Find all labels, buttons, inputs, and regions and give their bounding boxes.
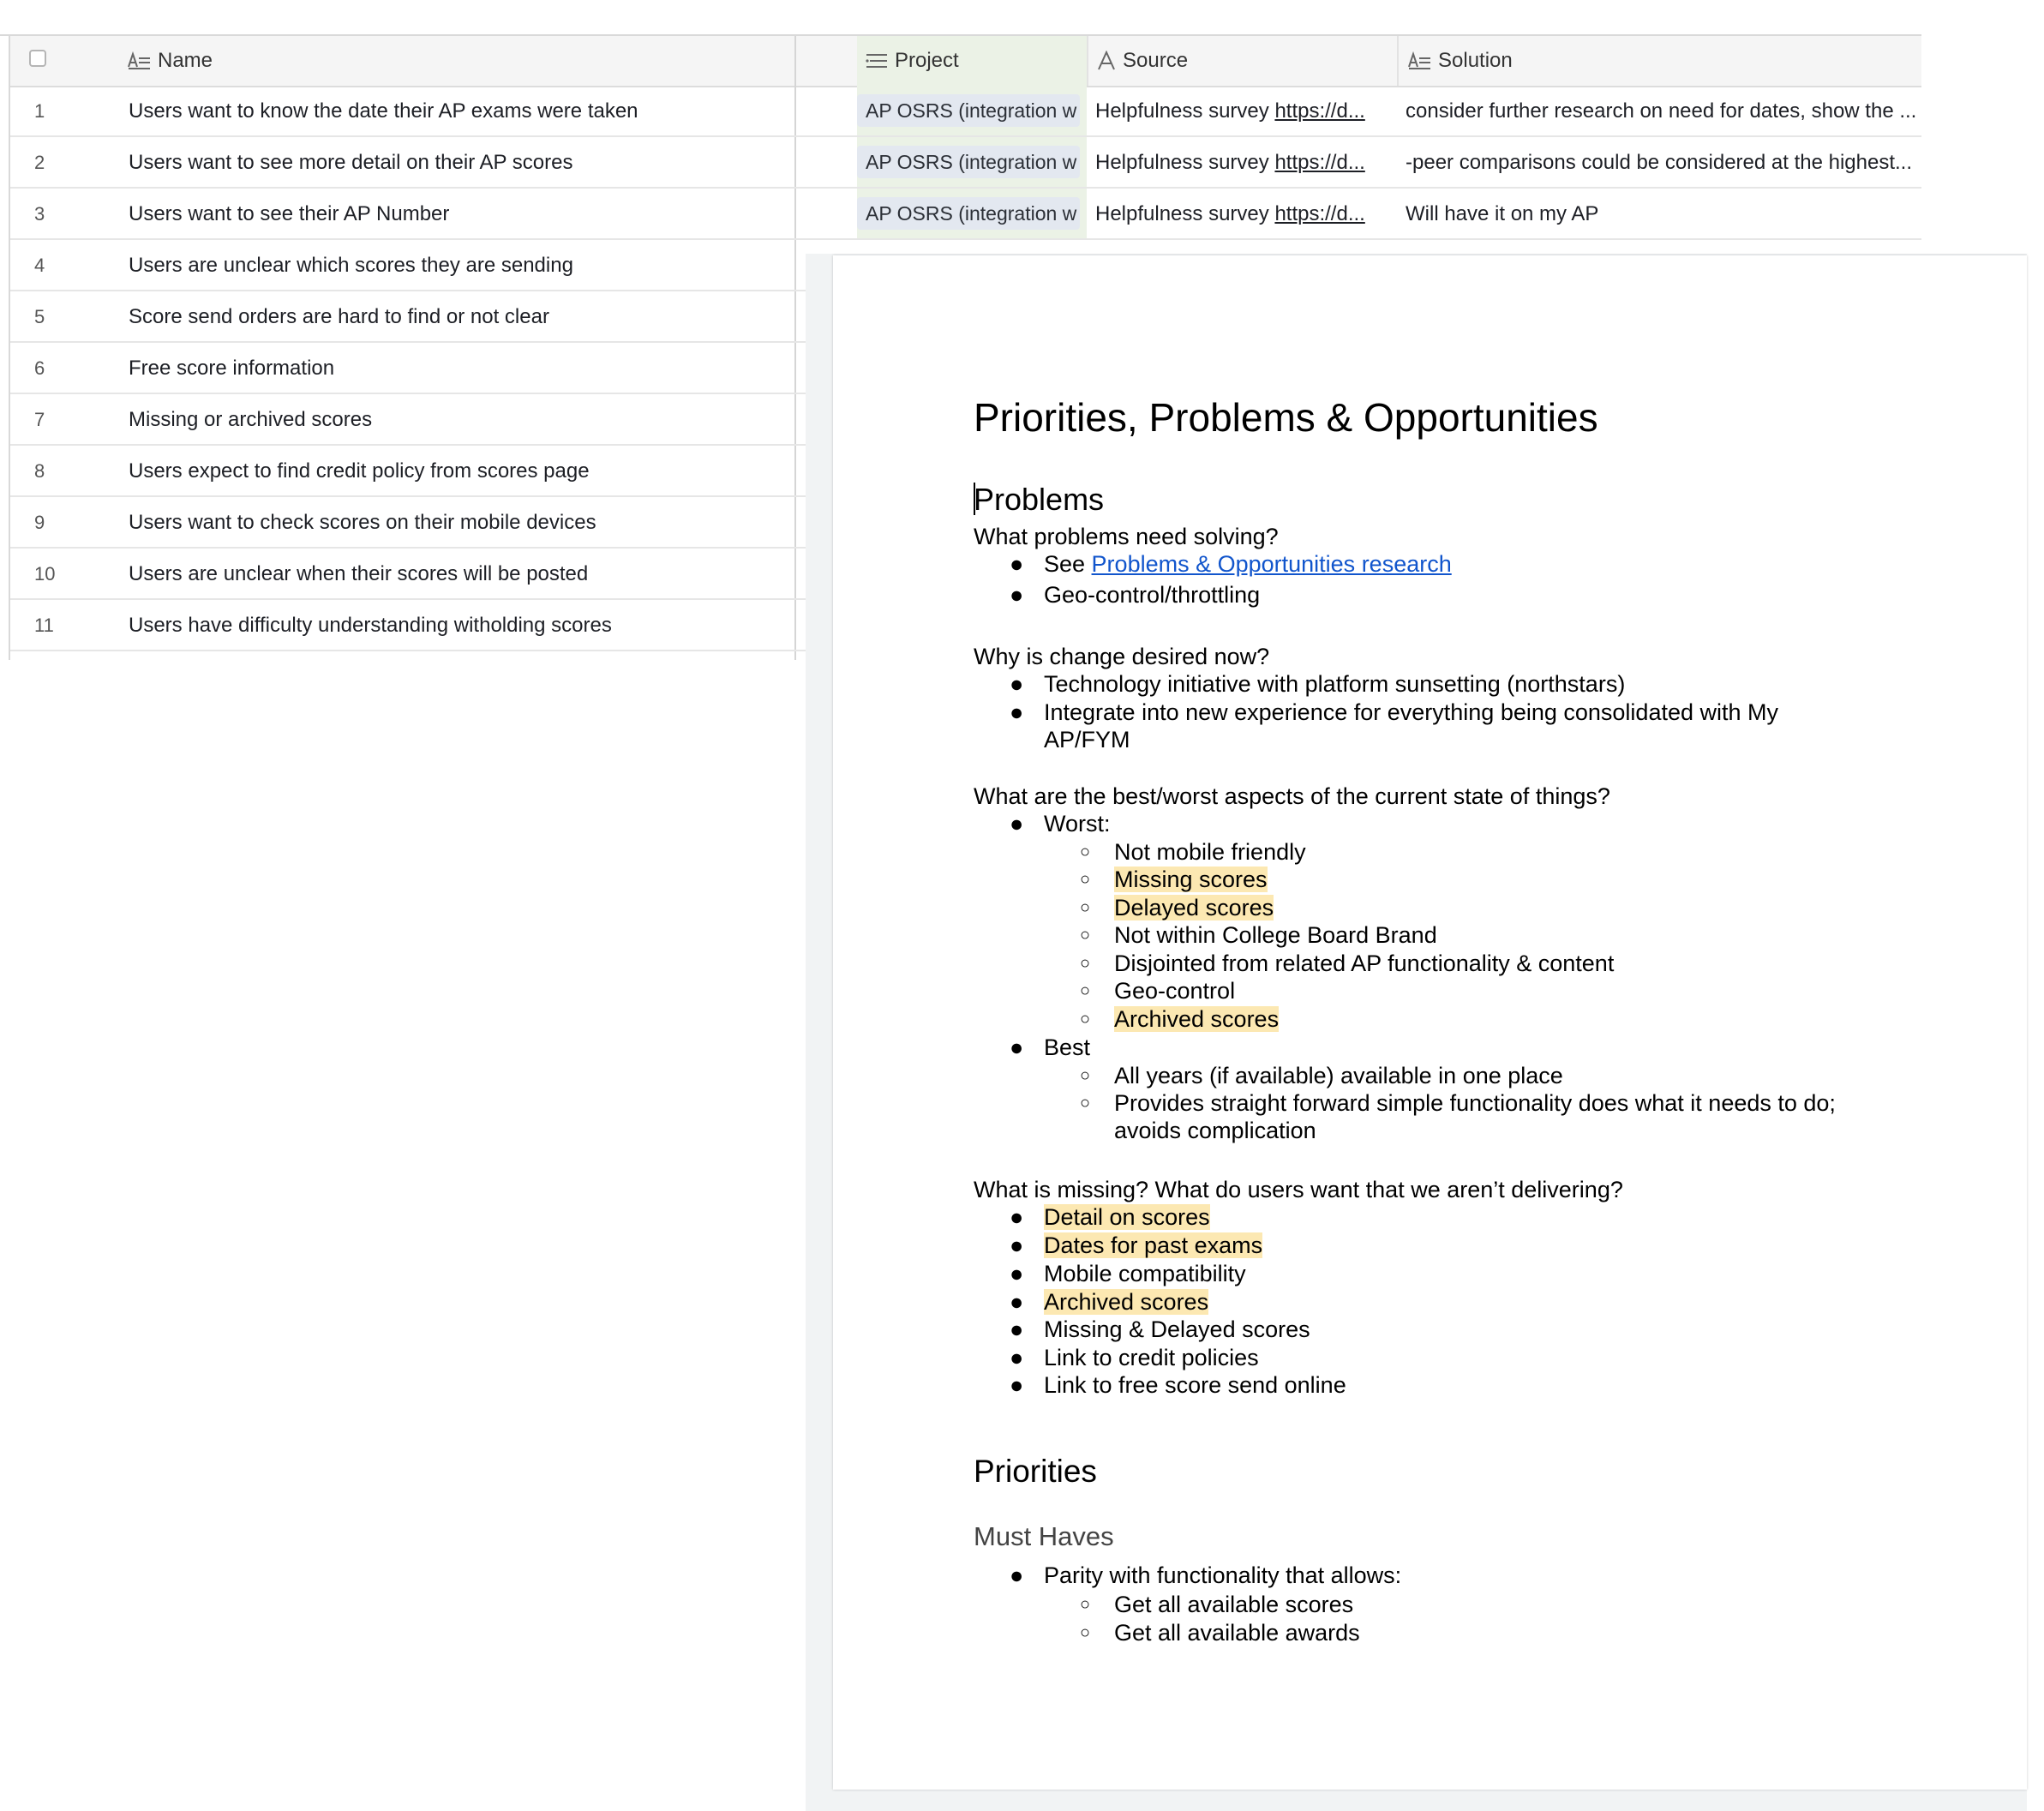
question-1: What problems need solving? [974, 524, 1279, 549]
sub-list-item: ○ Not mobile friendly [1080, 839, 1306, 865]
list-item-text: Best [1044, 1034, 1091, 1060]
row-number: 6 [34, 357, 45, 379]
cell-solution[interactable]: Will have it on my AP [1406, 202, 1599, 225]
cell-name[interactable]: Users want to check scores on their mobile devices [129, 511, 596, 534]
source-text: Helpfulness survey [1095, 202, 1275, 225]
single-line-text-icon [1097, 51, 1116, 71]
highlighted-text: Archived scores [1114, 1006, 1280, 1032]
list-item: ● Detail on scores [1010, 1204, 1210, 1230]
table-row[interactable] [10, 446, 806, 497]
list-item-text: Not mobile friendly [1114, 839, 1306, 865]
list-item-continuation: AP/FYM [1044, 727, 1130, 753]
table-row[interactable] [10, 189, 1921, 240]
list-item: ● Integrate into new experience for everything being consolidated with My [1010, 699, 1778, 725]
list-item-text: Geo-control [1114, 978, 1236, 1004]
cell-name[interactable]: Users want to see more detail on their AP scores [129, 151, 573, 174]
cell-source[interactable] [1095, 86, 1391, 137]
list-item: ● Technology initiative with platform sunsetting (northstars) [1010, 671, 1626, 697]
cell-solution[interactable]: consider further research on need for dates, show the ... [1406, 99, 1917, 123]
document-title: Priorities, Problems & Opportunities [974, 395, 1598, 440]
row-number: 5 [34, 306, 45, 327]
single-select-icon [866, 51, 888, 70]
column-header-name-label: Name [158, 49, 213, 72]
sub-list-item-continuation: avoids complication [1114, 1118, 1316, 1143]
cell-project[interactable] [857, 137, 1087, 187]
source-link[interactable]: https://d... [1274, 99, 1365, 123]
list-item-text: Not within College Board Brand [1114, 922, 1437, 948]
sub-list-item: ○ Provides straight forward simple functionality does what it needs to do; [1080, 1090, 1836, 1116]
table-row[interactable] [10, 291, 806, 343]
list-item-text: Get all available scores [1114, 1592, 1354, 1617]
cell-source[interactable] [1095, 137, 1391, 189]
highlighted-text: Detail on scores [1044, 1204, 1210, 1230]
table-row[interactable] [10, 497, 806, 549]
column-header-source[interactable] [1087, 36, 1397, 86]
long-text-icon [1407, 51, 1431, 70]
cell-name[interactable]: Users want to see their AP Number [129, 202, 450, 225]
list-item: ● Dates for past exams [1010, 1232, 1263, 1258]
sub-list-item: ○ Not within College Board Brand [1080, 922, 1437, 948]
list-item-text: Mobile compatibility [1044, 1261, 1246, 1286]
grid-header-row [10, 36, 1921, 87]
question-4: What is missing? What do users want that we aren’t delivering? [974, 1177, 1623, 1202]
sub-list-item: ○ Get all available awards [1080, 1620, 1360, 1646]
table-row[interactable] [10, 240, 806, 291]
cell-source[interactable] [1095, 189, 1391, 240]
list-item-text: Integrate into new experience for everything being consolidated with My [1044, 699, 1778, 725]
table-row[interactable] [10, 394, 806, 446]
question-2: Why is change desired now? [974, 644, 1270, 669]
column-header-source-label: Source [1123, 49, 1189, 72]
row-number: 4 [34, 255, 45, 276]
list-item-text: Disjointed from related AP functionality & content [1114, 950, 1615, 976]
cell-name[interactable]: Free score information [129, 357, 335, 380]
table-row[interactable] [10, 137, 1921, 189]
select-all-checkbox[interactable] [29, 50, 46, 67]
long-text-icon [127, 51, 151, 70]
list-item: ● Parity with functionality that allows: [1010, 1562, 1402, 1588]
project-chip: AP OSRS (integration w [857, 146, 1080, 178]
row-number: 9 [34, 512, 45, 533]
research-link[interactable]: Problems & Opportunities research [1091, 551, 1452, 577]
list-item-text: Geo-control/throttling [1044, 582, 1261, 608]
project-chip: AP OSRS (integration w [857, 94, 1080, 127]
cell-solution[interactable]: -peer comparisons could be considered at the highest... [1406, 151, 1913, 174]
column-header-solution-label: Solution [1438, 49, 1513, 72]
list-item: ● Archived scores [1010, 1289, 1209, 1315]
cell-name[interactable]: Users want to know the date their AP exams were taken [129, 99, 638, 123]
list-item: ● See Problems & Opportunities research [1010, 551, 1452, 577]
sub-list-item: ○ Delayed scores [1080, 895, 1274, 920]
table-row[interactable] [10, 343, 806, 394]
row-number: 7 [34, 409, 45, 430]
row-number: 1 [34, 100, 45, 122]
column-header-name[interactable] [127, 36, 213, 86]
list-item-text: Get all available awards [1114, 1620, 1360, 1646]
list-item-text: Provides straight forward simple functionality does what it needs to do; [1114, 1090, 1836, 1116]
source-link[interactable]: https://d... [1274, 202, 1365, 225]
source-text: Helpfulness survey [1095, 99, 1275, 123]
cell-name[interactable]: Users are unclear which scores they are sending [129, 254, 573, 277]
cell-name[interactable]: Users expect to find credit policy from scores page [129, 459, 590, 483]
source-link[interactable]: https://d... [1274, 151, 1365, 174]
sub-list-item: ○ Missing scores [1080, 867, 1268, 892]
list-item-text: Missing & Delayed scores [1044, 1316, 1310, 1342]
cell-project[interactable] [857, 86, 1087, 135]
table-row[interactable] [10, 600, 806, 651]
sub-list-item: ○ Archived scores [1080, 1006, 1280, 1032]
highlighted-text: Dates for past exams [1044, 1232, 1263, 1258]
sub-list-item: ○ All years (if available) available in one place [1080, 1063, 1563, 1088]
column-header-project[interactable] [857, 36, 1087, 86]
list-item: ● Link to free score send online [1010, 1372, 1346, 1398]
question-3: What are the best/worst aspects of the current state of things? [974, 783, 1610, 809]
heading-problems [974, 482, 1104, 518]
list-item: ● Missing & Delayed scores [1010, 1316, 1310, 1342]
list-item-text: All years (if available) available in one place [1114, 1063, 1563, 1088]
sub-list-item: ○ Get all available scores [1080, 1592, 1354, 1617]
cell-project[interactable] [857, 189, 1087, 238]
row-number: 8 [34, 460, 45, 482]
highlighted-text: Delayed scores [1114, 895, 1274, 920]
row-number: 11 [34, 615, 54, 636]
column-header-solution[interactable] [1397, 36, 1921, 86]
row-number: 3 [34, 203, 45, 225]
row-number: 2 [34, 152, 45, 173]
heading-problems-text: Problems [974, 482, 1105, 517]
list-item-text: Link to free score send online [1044, 1372, 1346, 1398]
highlighted-text: Archived scores [1044, 1289, 1209, 1315]
heading-priorities: Priorities [974, 1454, 1097, 1489]
table-row[interactable] [10, 86, 1921, 137]
source-text: Helpfulness survey [1095, 151, 1275, 174]
cell-name[interactable]: Missing or archived scores [129, 408, 373, 431]
list-item: ● Geo-control/throttling [1010, 582, 1261, 608]
row-number: 10 [34, 563, 56, 585]
see-prefix: See [1044, 551, 1092, 577]
table-row[interactable] [10, 549, 806, 600]
cell-name[interactable]: Score send orders are hard to find or not clear [129, 305, 549, 328]
heading-must-haves: Must Haves [974, 1521, 1114, 1551]
list-item-text: Technology initiative with platform sunsetting (northstars) [1044, 671, 1626, 697]
list-item-best: ● Best [1010, 1034, 1091, 1060]
highlighted-text: Missing scores [1114, 867, 1268, 892]
list-item: ● Link to credit policies [1010, 1345, 1259, 1370]
list-item-worst: ● Worst: [1010, 811, 1111, 837]
sub-list-item: ○ Geo-control [1080, 978, 1236, 1004]
list-item: ● Mobile compatibility [1010, 1261, 1246, 1286]
list-item-text: Worst: [1044, 811, 1111, 837]
list-item-text: Parity with functionality that allows: [1044, 1562, 1402, 1588]
cell-name[interactable]: Users have difficulty understanding witholding scores [129, 614, 612, 637]
cell-name[interactable]: Users are unclear when their scores will be posted [129, 562, 589, 585]
sub-list-item: ○ Disjointed from related AP functionality & content [1080, 950, 1615, 976]
list-item-text: Link to credit policies [1044, 1345, 1259, 1370]
column-header-project-label: Project [895, 49, 959, 72]
project-chip: AP OSRS (integration w [857, 197, 1080, 230]
